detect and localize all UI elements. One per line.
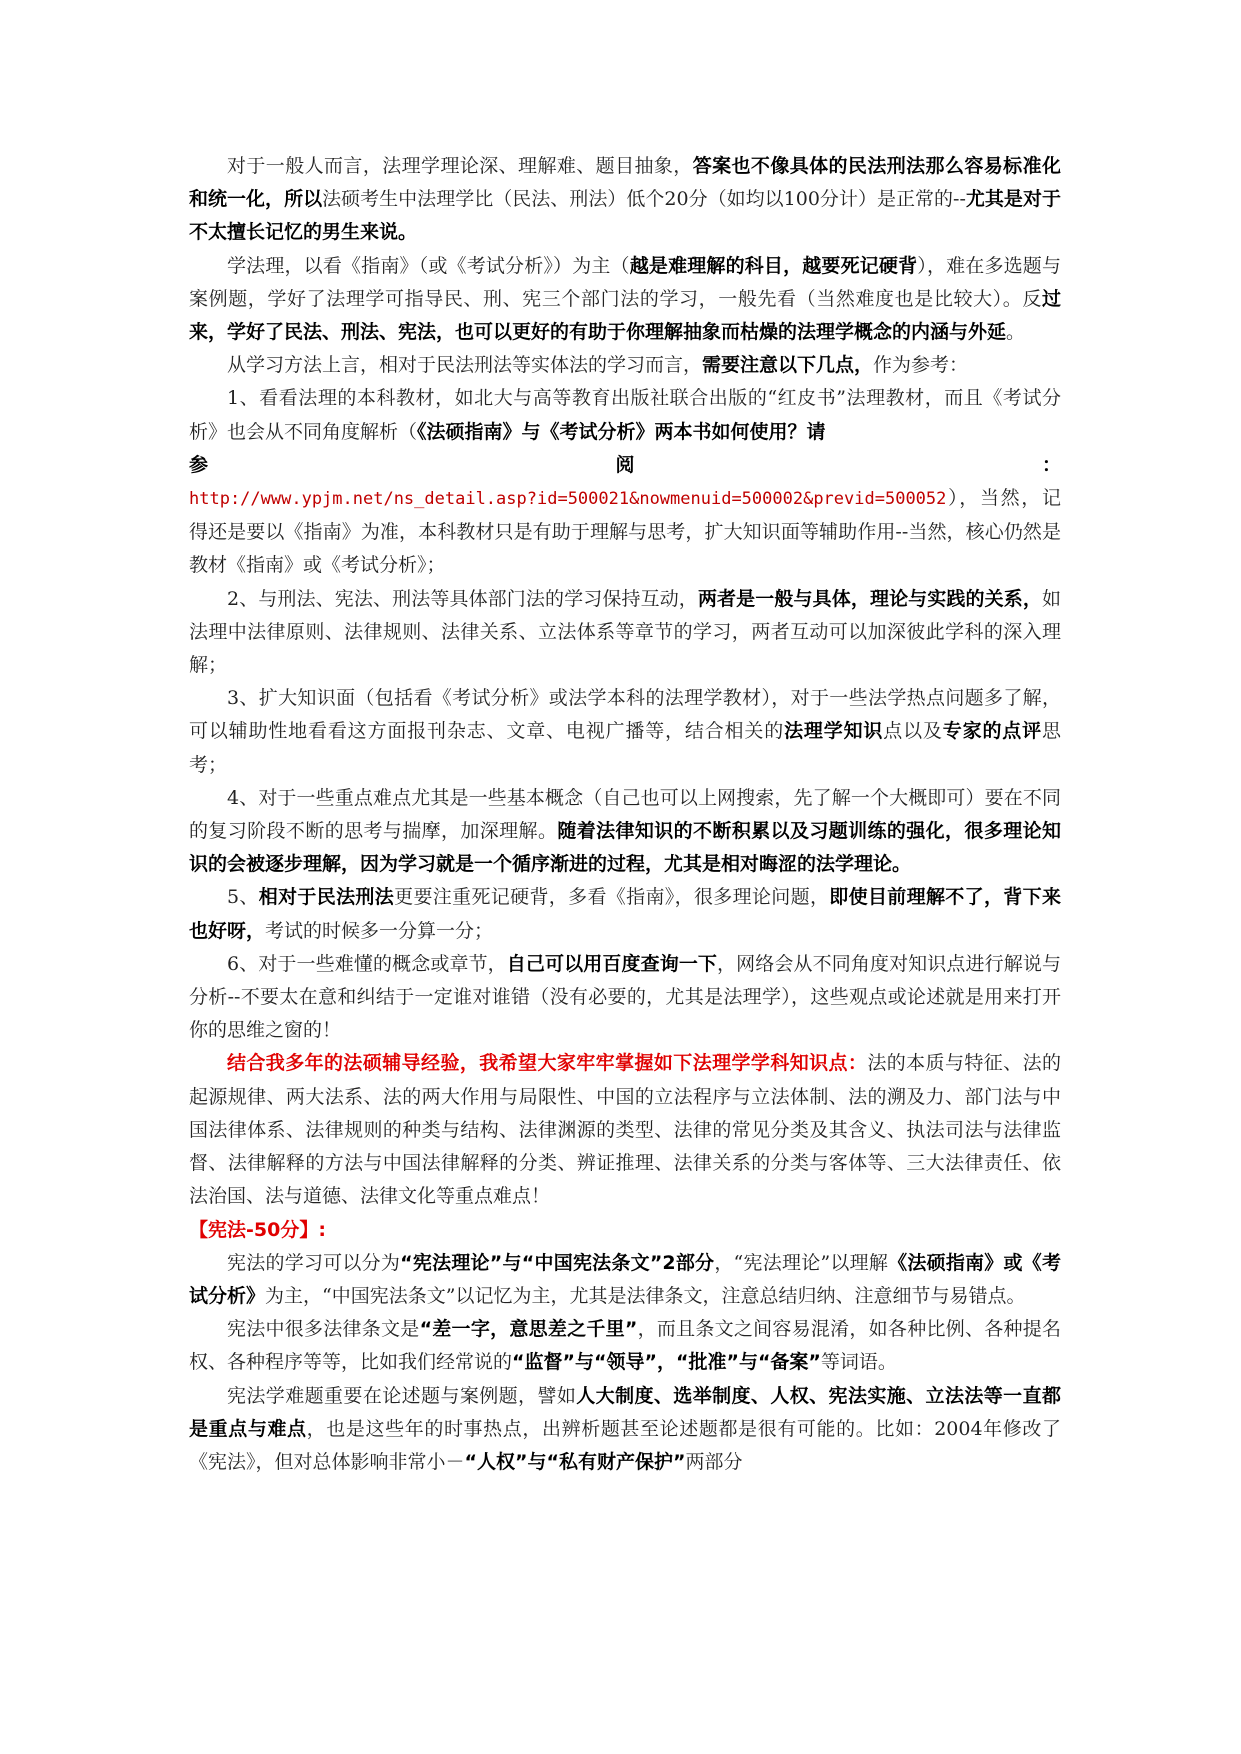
text-run-bold: 《法硕指南》或《考试分析》 [189, 1251, 1061, 1307]
text-run: 法硕考生中法理学比（民法、刑法）低个20分（如均以100分计）是正常的-- [322, 188, 966, 211]
text-run: 。 [1006, 321, 1026, 344]
text-run: 法的本质与特征、法的起源规律、两大法系、法的两大作用与局限性、中国的立法程序与立法体制、法的溯及力、部门法与中国法律体系、法律规则的种类与结构、法律渊源的类型、法律的常见分类及其含义、执法司法与法律监督、法律解释的方法与中国法律解释的分类、辨证推理、法律关系的分类与客体等、三大法律责任、依法治国、法与道德、法律文化等重点难点！ [189, 1052, 1061, 1208]
text-run: 作为参考： [873, 354, 969, 377]
text-run-bold: 答案也不像具体的民法刑法那么容易标准化和统一化，所以 [189, 155, 1061, 211]
spread-line [189, 449, 1061, 482]
text-run-bold: 尤其是对于不太擅长记忆的男生来说。 [189, 188, 1061, 244]
text-run-bold: 即使目前理解不了，背下来也好呀， [189, 886, 1061, 942]
list-item-3 [189, 682, 1061, 782]
section-heading [189, 1214, 1061, 1247]
text-run: 5、 [227, 886, 259, 909]
text-run-bold: “宪法理论”与“中国宪法条文”2部分 [400, 1251, 715, 1274]
list-item-4 [189, 782, 1061, 882]
list-item-2 [189, 583, 1061, 683]
text-run: 等词语。 [820, 1351, 897, 1374]
text-run-bold: “人权”与“私有财产保护” [464, 1450, 686, 1473]
text-run-bold: 相对于民法刑法 [258, 886, 395, 909]
text-run-bold: 《法硕指南》与《考试分析》两本书如何使用？请 [417, 420, 826, 443]
text-run: 考试的时候多一分算一分； [265, 919, 494, 942]
text-run: 两部分 [685, 1450, 743, 1473]
text-run-bold: 需要注意以下几点， [702, 354, 874, 377]
text-run: 为主，“中国宪法条文”以记忆为主，尤其是法律条文，注意总结归纳、注意细节与易错点。 [265, 1284, 1026, 1307]
text-run: 更要注重死记硬背，多看《指南》，很多理论问题， [394, 886, 830, 909]
text-run-bold: “差一字，意思差之千里” [419, 1318, 638, 1341]
section-heading-text: 【宪法-50分】: [189, 1218, 326, 1241]
reference-link[interactable]: http://www.ypjm.net/ns_detail.asp?id=500021&nowmenuid=500002&previd=500052 [189, 489, 947, 510]
document-body [189, 150, 1061, 1479]
text-run-bold: 人大制度、选举制度、人权、宪法实施、立法法等一直都是重点与难点 [189, 1384, 1061, 1440]
paragraph-intro [189, 150, 1061, 250]
text-run: 3、扩大知识面（包括看《考试分析》或法学本科的法理学教材），对于一些法学热点问题多了解，可以辅助性地看看这方面报刊杂志、文章、电视广播等，结合相关的 [189, 687, 1061, 743]
text-run: 对于一般人而言，法理学理论深、理解难、题目抽象， [227, 155, 693, 177]
spread-char: ： [1041, 453, 1061, 476]
text-run: 4、对于一些重点难点尤其是一些基本概念（自己也可以上网搜索，先了解一个大概即可）要在不同的复习阶段不断的思考与揣摩，加深理解。 [189, 786, 1061, 843]
text-run: ，也是这些年的时事热点，出辨析题甚至论述题都是很有可能的。比如：2004年修改了《宪法》，但对总体影响非常小－ [189, 1417, 1061, 1473]
paragraph-key-points [189, 1047, 1061, 1213]
text-run: 从学习方法上言，相对于民法刑法等实体法的学习而言， [227, 354, 703, 377]
text-run: 点以及 [883, 720, 943, 743]
text-run: 宪法中很多法律条文是 [227, 1318, 420, 1341]
text-run-bold: 过来，学好了民法、刑法、宪法，也可以更好的有助于你理解抽象而枯燥的法理学概念的内涵与外延 [189, 287, 1061, 344]
paragraph-constitution-articles [189, 1313, 1061, 1379]
list-item-6 [189, 948, 1061, 1048]
text-run-bold: 自己可以用百度查询一下 [506, 952, 718, 975]
text-run: 思考； [189, 720, 1061, 776]
text-run: ，“宪法理论”以理解 [714, 1251, 889, 1274]
spread-char: 参 [189, 453, 209, 476]
text-run: ，网络会从不同角度对知识点进行解说与分析--不要太在意和纠结于一定谁对谁错（没有必要的，尤其是法理学），这些观点或论述就是用来打开你的思维之窗的！ [189, 952, 1061, 1042]
paragraph-study-focus [189, 250, 1061, 350]
text-run: 6、对于一些难懂的概念或章节， [227, 952, 507, 975]
text-run-bold: 两者是一般与具体，理论与实践的关系， [697, 587, 1042, 610]
list-item-1 [189, 382, 1061, 448]
paragraph-constitution-difficulties [189, 1380, 1061, 1480]
highlight-red: 结合我多年的法硕辅导经验，我希望大家牢牢掌握如下法理学学科知识点： [227, 1052, 868, 1075]
text-run: ），难在多选题与案例题，学好了法理学可指导民、刑、宪三个部门法的学习，一般先看（当然难度也是比较大）。反 [189, 254, 1061, 310]
text-run: ），当然，记得还是要以《指南》为准，本科教材只是有助于理解与思考，扩大知识面等辅助作用--当然，核心仍然是教材《指南》或《考试分析》； [189, 487, 1061, 577]
spread-char: 阅 [615, 453, 635, 476]
text-run-bold: “监督”与“领导”，“批准”与“备案” [512, 1351, 821, 1374]
text-run: ，而且条文之间容易混淆，如各种比例、各种提名权、各种程序等等，比如我们经常说的 [189, 1318, 1061, 1374]
text-run: 如法理中法律原则、法律规则、法律关系、立法体系等章节的学习，两者互动可以加深彼此学科的深入理解； [189, 587, 1061, 677]
text-run: 宪法的学习可以分为 [227, 1251, 401, 1274]
text-run: 1、看看法理的本科教材，如北大与高等教育出版社联合出版的“红皮书”法理教材，而且《考试分析》也会从不同角度解析（ [189, 387, 1061, 443]
text-run: 学法理，以看《指南》（或《考试分析》）为主（ [227, 254, 630, 277]
list-item-1-continued [189, 482, 1061, 583]
paragraph-method [189, 349, 1061, 382]
text-run-bold: 越是难理解的科目，越要死记硬背 [629, 254, 918, 277]
list-item-5 [189, 881, 1061, 947]
text-run: 2、与刑法、宪法、刑法等具体部门法的学习保持互动， [227, 587, 698, 610]
text-run-bold: 随着法律知识的不断积累以及习题训练的强化，很多理论知识的会被逐步理解，因为学习就是一个循序渐进的过程，尤其是相对晦涩的法学理论。 [189, 820, 1061, 876]
text-run-bold: 法理学知识 [784, 720, 884, 743]
text-run-bold: 专家的点评 [942, 720, 1042, 743]
paragraph-constitution-parts [189, 1247, 1061, 1313]
text-run: 宪法学难题重要在论述题与案例题，譬如 [227, 1384, 577, 1407]
